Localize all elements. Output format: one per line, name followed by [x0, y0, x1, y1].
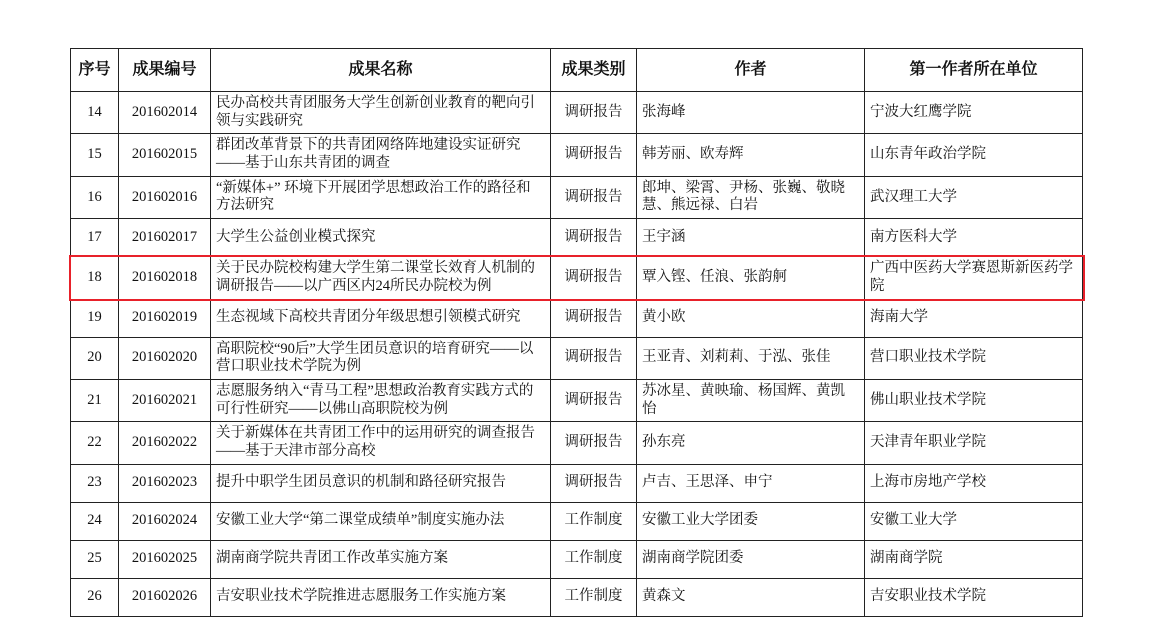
cell-name: 安徽工业大学“第二课堂成绩单”制度实施办法: [211, 502, 551, 540]
cell-seq: 18: [71, 257, 119, 299]
cell-code: 201602017: [119, 219, 211, 257]
cell-name: 关于新媒体在共青团工作中的运用研究的调查报告——基于天津市部分高校: [211, 422, 551, 464]
cell-type: 调研报告: [551, 134, 637, 176]
cell-seq: 25: [71, 540, 119, 578]
cell-code: 201602018: [119, 257, 211, 299]
cell-name: 提升中职学生团员意识的机制和路径研究报告: [211, 464, 551, 502]
cell-code: 201602021: [119, 379, 211, 421]
table-row: [71, 337, 1083, 379]
cell-unit: 上海市房地产学校: [865, 464, 1083, 502]
cell-author: 王亚青、刘莉莉、于泓、张佳: [637, 337, 865, 379]
cell-seq: 21: [71, 379, 119, 421]
cell-name: 生态视域下高校共青团分年级思想引领模式研究: [211, 299, 551, 337]
cell-type: 调研报告: [551, 257, 637, 299]
cell-seq: 26: [71, 578, 119, 616]
cell-unit: 天津青年职业学院: [865, 422, 1083, 464]
cell-type: 调研报告: [551, 464, 637, 502]
cell-unit: 佛山职业技术学院: [865, 379, 1083, 421]
cell-name: 群团改革背景下的共青团网络阵地建设实证研究——基于山东共青团的调查: [211, 134, 551, 176]
cell-author: 覃入铿、任浪、张韵舸: [637, 257, 865, 299]
cell-type: 调研报告: [551, 379, 637, 421]
cell-author: 安徽工业大学团委: [637, 502, 865, 540]
cell-author: 黄森文: [637, 578, 865, 616]
table-header: [71, 49, 1083, 92]
cell-name: 吉安职业技术学院推进志愿服务工作实施方案: [211, 578, 551, 616]
table-row: [71, 464, 1083, 502]
cell-code: 201602025: [119, 540, 211, 578]
table-row-highlighted: [71, 257, 1083, 299]
cell-name: 志愿服务纳入“青马工程”思想政治教育实践方式的可行性研究——以佛山高职院校为例: [211, 379, 551, 421]
cell-type: 调研报告: [551, 92, 637, 134]
cell-code: 201602026: [119, 578, 211, 616]
cell-unit: 武汉理工大学: [865, 176, 1083, 218]
cell-code: 201602023: [119, 464, 211, 502]
cell-unit: 海南大学: [865, 299, 1083, 337]
cell-name: 大学生公益创业模式探究: [211, 219, 551, 257]
cell-author: 黄小欧: [637, 299, 865, 337]
cell-unit: 山东青年政治学院: [865, 134, 1083, 176]
table-row: [71, 578, 1083, 616]
cell-name: 民办高校共青团服务大学生创新创业教育的靶向引领与实践研究: [211, 92, 551, 134]
table-row: [71, 502, 1083, 540]
table-row: [71, 219, 1083, 257]
cell-unit: 吉安职业技术学院: [865, 578, 1083, 616]
cell-seq: 16: [71, 176, 119, 218]
column-header-code: 成果编号: [119, 49, 211, 92]
cell-name: “新媒体+” 环境下开展团学思想政治工作的路径和方法研究: [211, 176, 551, 218]
cell-type: 调研报告: [551, 219, 637, 257]
column-header-seq: 序号: [71, 49, 119, 92]
cell-author: 郎坤、梁霄、尹杨、张巍、敬晓慧、熊远禄、白岩: [637, 176, 865, 218]
cell-type: 调研报告: [551, 422, 637, 464]
cell-seq: 17: [71, 219, 119, 257]
table-body: [71, 92, 1083, 617]
cell-name: 高职院校“90后”大学生团员意识的培育研究——以营口职业技术学院为例: [211, 337, 551, 379]
cell-unit: 营口职业技术学院: [865, 337, 1083, 379]
cell-name: 关于民办院校构建大学生第二课堂长效育人机制的调研报告——以广西区内24所民办院校为例: [211, 257, 551, 299]
table-row: [71, 299, 1083, 337]
cell-unit: 湖南商学院: [865, 540, 1083, 578]
cell-seq: 15: [71, 134, 119, 176]
table-row: [71, 379, 1083, 421]
cell-author: 卢吉、王思泽、申宁: [637, 464, 865, 502]
cell-type: 工作制度: [551, 540, 637, 578]
table-row: [71, 134, 1083, 176]
cell-author: 张海峰: [637, 92, 865, 134]
column-header-unit: 第一作者所在单位: [865, 49, 1083, 92]
table-row: [71, 92, 1083, 134]
cell-author: 孙东亮: [637, 422, 865, 464]
table-header-row: [71, 49, 1083, 92]
cell-code: 201602019: [119, 299, 211, 337]
cell-code: 201602016: [119, 176, 211, 218]
achievements-table: [70, 48, 1083, 617]
cell-seq: 19: [71, 299, 119, 337]
table-row: [71, 176, 1083, 218]
column-header-author: 作者: [637, 49, 865, 92]
column-header-type: 成果类别: [551, 49, 637, 92]
cell-author: 湖南商学院团委: [637, 540, 865, 578]
cell-seq: 23: [71, 464, 119, 502]
cell-name: 湖南商学院共青团工作改革实施方案: [211, 540, 551, 578]
results-table-container: [70, 48, 1082, 617]
cell-code: 201602014: [119, 92, 211, 134]
cell-author: 韩芳丽、欧寿辉: [637, 134, 865, 176]
cell-type: 调研报告: [551, 299, 637, 337]
cell-type: 调研报告: [551, 176, 637, 218]
cell-code: 201602015: [119, 134, 211, 176]
cell-seq: 20: [71, 337, 119, 379]
cell-code: 201602022: [119, 422, 211, 464]
cell-author: 苏冰星、黄映瑜、杨国辉、黄凯怡: [637, 379, 865, 421]
cell-unit: 宁波大红鹰学院: [865, 92, 1083, 134]
cell-code: 201602020: [119, 337, 211, 379]
cell-author: 王宇涵: [637, 219, 865, 257]
table-row: [71, 422, 1083, 464]
cell-seq: 14: [71, 92, 119, 134]
cell-type: 调研报告: [551, 337, 637, 379]
cell-seq: 24: [71, 502, 119, 540]
table-row: [71, 540, 1083, 578]
cell-type: 工作制度: [551, 578, 637, 616]
column-header-name: 成果名称: [211, 49, 551, 92]
cell-seq: 22: [71, 422, 119, 464]
cell-unit: 安徽工业大学: [865, 502, 1083, 540]
cell-type: 工作制度: [551, 502, 637, 540]
cell-unit: 广西中医药大学赛恩斯新医药学院: [865, 257, 1083, 299]
cell-unit: 南方医科大学: [865, 219, 1083, 257]
cell-code: 201602024: [119, 502, 211, 540]
